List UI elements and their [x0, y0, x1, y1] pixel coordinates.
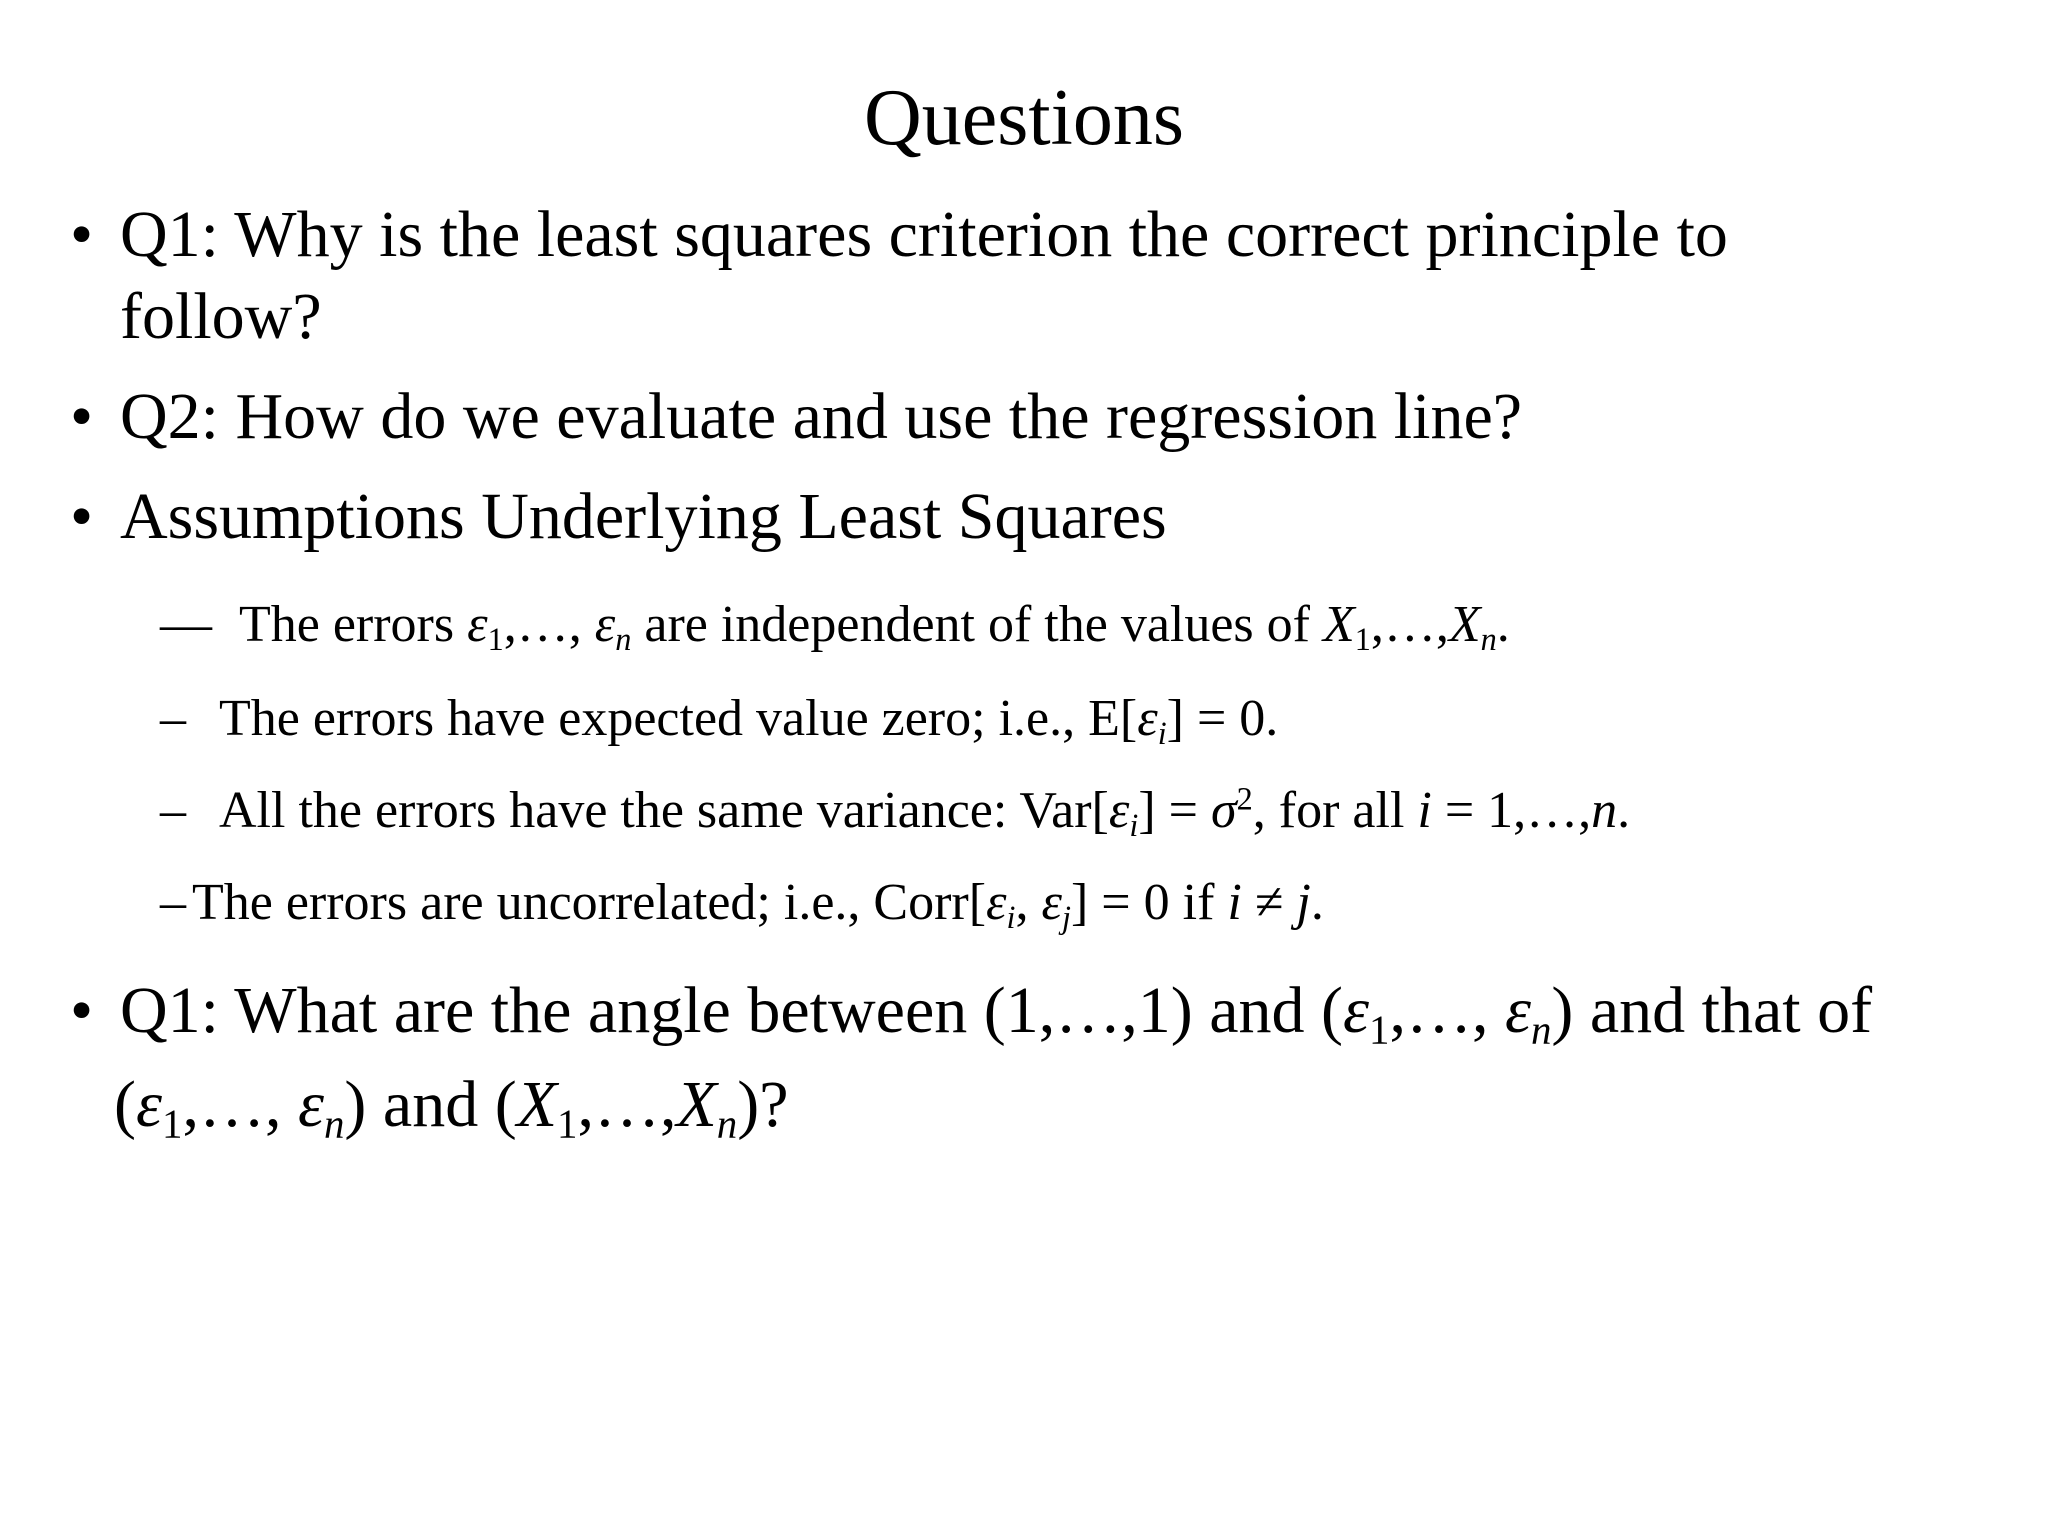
bullet-dot: •	[70, 198, 94, 271]
bullet-dot: •	[70, 974, 94, 1047]
bullet-text-line1: Q1: What are the angle between (1,…,1) and ($\varepsilon_1,\dots$, $\varepsilon_n$) and that of	[120, 974, 1873, 1053]
bullet-text-line1: Q1: Why is the least squares criterion the correct principle to	[120, 198, 1728, 271]
bullet-dot: •	[70, 380, 94, 453]
dash: –	[160, 690, 186, 747]
dash: –	[160, 782, 186, 839]
bullet-text: Q2: How do we evaluate and use the regression line?	[120, 380, 1523, 453]
bullet-dot: •	[70, 480, 94, 553]
bullet-text: Assumptions Underlying Least Squares	[120, 480, 1167, 553]
bullet-text-line2: follow?	[120, 280, 322, 353]
slide-title: Questions	[864, 74, 1184, 162]
dash: —	[160, 596, 212, 653]
dash: –	[160, 874, 186, 931]
sub-item-variance: – All the errors have the same variance: $Var[\varepsilon_i] = \sigma^2$, for all i = 1,…,n.	[160, 780, 1631, 844]
bullet-text-line2: ($\varepsilon_1,\dots$, $\varepsilon_n$) and $(X_1,\dots,X_n)$?	[114, 1068, 789, 1147]
sub-item-uncorrelated: – The errors are uncorrelated; i.e., $Corr[\varepsilon_i$, $\varepsilon_j] = 0$ if i ≠ j.	[160, 874, 1324, 936]
sub-item-independence: — The errors $\varepsilon_1,\dots$, $\varepsilon_n$ are independent of the values of $X_1,\dots,X_n$.	[160, 596, 1510, 658]
sub-item-expected-value: – The errors have expected value zero; i.e., $E[\varepsilon_i] = 0$.	[160, 690, 1279, 752]
